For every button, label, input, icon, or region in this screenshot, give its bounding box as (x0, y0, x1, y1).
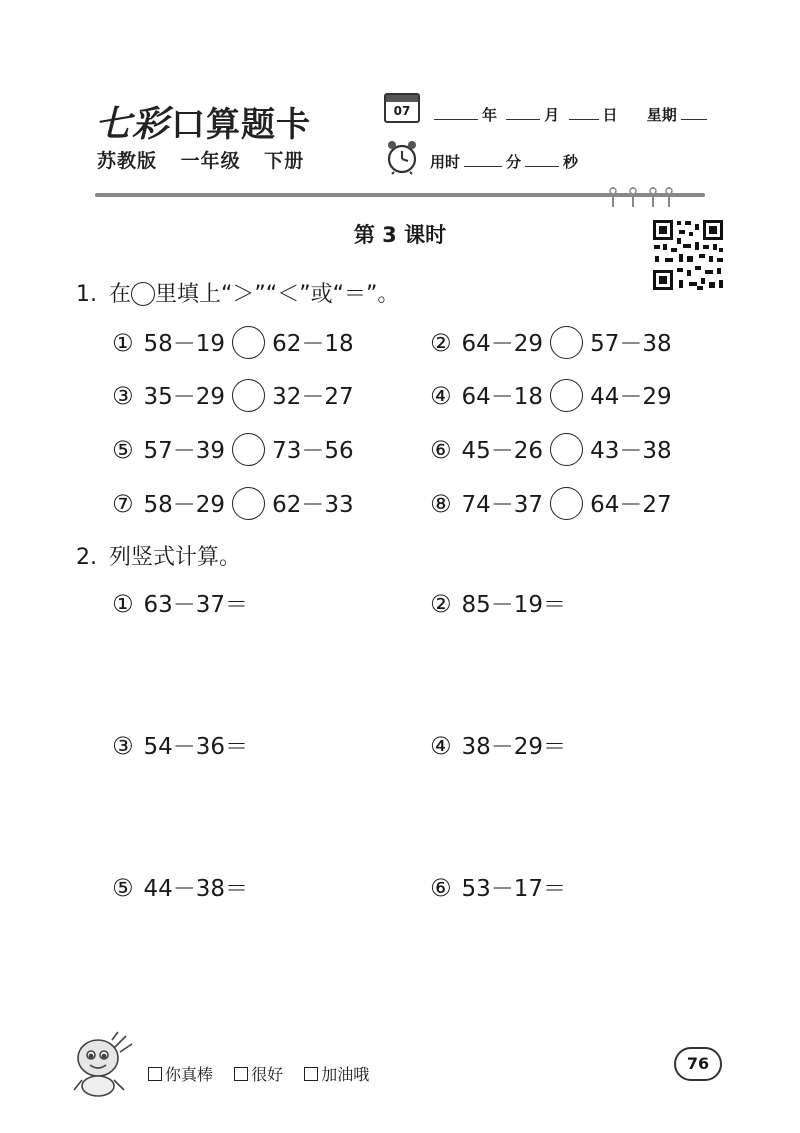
checkbox[interactable] (148, 1067, 162, 1081)
item-index: ③ (112, 382, 134, 410)
answer-circle[interactable] (232, 379, 265, 412)
brand-name: 口算题卡 (171, 105, 312, 145)
alarm-clock-icon (384, 139, 420, 175)
option-label: 你真棒 (165, 1065, 214, 1084)
item-right-expr: 44－29 (590, 384, 672, 410)
circle-symbol-icon (131, 282, 155, 306)
question-2-prompt (76, 540, 241, 571)
grade-label: 一年级 (180, 150, 241, 172)
item-left-expr: 64－18 (461, 384, 544, 410)
item-left-expr: 45－26 (461, 438, 544, 464)
item-right-expr: 32－27 (272, 384, 354, 410)
date-fields (430, 104, 711, 125)
item-right-expr: 62－18 (272, 331, 354, 357)
answer-circle[interactable] (232, 487, 265, 520)
minutes-label: 分 (506, 153, 522, 171)
evaluation-option[interactable] (148, 1065, 213, 1084)
edition-line (97, 146, 320, 173)
year-blank[interactable] (434, 105, 478, 120)
answer-circle[interactable] (232, 326, 265, 359)
compare-item (112, 378, 354, 412)
compare-item (112, 486, 354, 520)
item-index: ⑤ (112, 436, 134, 464)
question-2-number: 2. (76, 545, 97, 570)
item-index: ① (112, 590, 134, 618)
calendar-icon (384, 93, 420, 123)
weekday-label: 星期 (646, 106, 677, 124)
question-1-text-before: 在 (109, 282, 132, 307)
item-left-expr: 64－29 (461, 331, 544, 357)
evaluation-option[interactable] (234, 1065, 283, 1084)
divider-ornament (605, 185, 675, 209)
item-right-expr: 43－38 (590, 438, 672, 464)
calc-expression: 38－29＝ (461, 734, 567, 760)
time-fields (430, 151, 578, 172)
day-blank[interactable] (569, 105, 599, 120)
evaluation-option[interactable] (304, 1065, 369, 1084)
item-index: ④ (430, 732, 452, 760)
vertical-calc-item (430, 870, 566, 903)
day-label: 日 (602, 106, 618, 124)
month-label: 月 (544, 106, 560, 124)
item-right-expr: 73－56 (272, 438, 354, 464)
brand-logo: 七彩 (95, 103, 170, 145)
answer-circle[interactable] (550, 487, 583, 520)
question-1-number: 1. (76, 282, 97, 307)
item-left-expr: 74－37 (461, 492, 544, 518)
option-label: 很好 (251, 1065, 284, 1084)
page-number: 76 (674, 1047, 722, 1081)
item-index: ① (112, 329, 134, 357)
item-right-expr: 62－33 (272, 492, 354, 518)
seconds-label: 秒 (563, 153, 579, 171)
item-index: ④ (430, 382, 452, 410)
calc-expression: 54－36＝ (143, 734, 249, 760)
vertical-calc-item (112, 870, 248, 903)
item-right-expr: 64－27 (590, 492, 672, 518)
qr-code-icon[interactable] (651, 218, 725, 292)
compare-item (430, 432, 672, 466)
question-1-prompt (76, 277, 399, 308)
edition-label: 苏教版 (97, 150, 158, 172)
self-evaluation (148, 1062, 385, 1085)
option-label: 加油哦 (321, 1065, 370, 1084)
calc-expression: 44－38＝ (143, 876, 249, 902)
item-left-expr: 35－29 (143, 384, 226, 410)
answer-circle[interactable] (550, 433, 583, 466)
volume-label: 下册 (264, 150, 305, 172)
year-label: 年 (482, 106, 498, 124)
vertical-calc-item (112, 586, 248, 619)
question-2-text: 列竖式计算。 (109, 545, 242, 570)
item-left-expr: 58－19 (143, 331, 226, 357)
item-left-expr: 57－39 (143, 438, 226, 464)
item-index: ⑥ (430, 874, 452, 902)
seconds-blank[interactable] (525, 152, 559, 167)
item-index: ⑤ (112, 874, 134, 902)
item-index: ⑦ (112, 490, 134, 518)
compare-item (430, 378, 672, 412)
brand-title (95, 96, 311, 147)
compare-item (430, 486, 672, 520)
compare-item (430, 325, 672, 359)
item-right-expr: 57－38 (590, 331, 672, 357)
time-used-label: 用时 (430, 153, 461, 171)
answer-circle[interactable] (550, 326, 583, 359)
mascot-icon (68, 1030, 138, 1098)
vertical-calc-item (112, 728, 248, 761)
month-blank[interactable] (506, 105, 540, 120)
checkbox[interactable] (234, 1067, 248, 1081)
compare-item (112, 432, 354, 466)
item-left-expr: 58－29 (143, 492, 226, 518)
checkbox[interactable] (304, 1067, 318, 1081)
vertical-calc-item (430, 728, 566, 761)
lesson-title: 第 3 课时 (353, 223, 447, 247)
calc-expression: 53－17＝ (461, 876, 567, 902)
calendar-date: 07 (393, 104, 411, 118)
calc-expression: 85－19＝ (461, 592, 567, 618)
compare-item (112, 325, 354, 359)
minutes-blank[interactable] (464, 152, 502, 167)
answer-circle[interactable] (232, 433, 265, 466)
weekday-blank[interactable] (681, 105, 707, 120)
item-index: ⑧ (430, 490, 452, 518)
calc-expression: 63－37＝ (143, 592, 249, 618)
item-index: ③ (112, 732, 134, 760)
question-1-text-after: 里填上“＞”“＜”或“＝”。 (155, 282, 400, 307)
item-index: ② (430, 590, 452, 618)
answer-circle[interactable] (550, 379, 583, 412)
vertical-calc-item (430, 586, 566, 619)
item-index: ② (430, 329, 452, 357)
item-index: ⑥ (430, 436, 452, 464)
